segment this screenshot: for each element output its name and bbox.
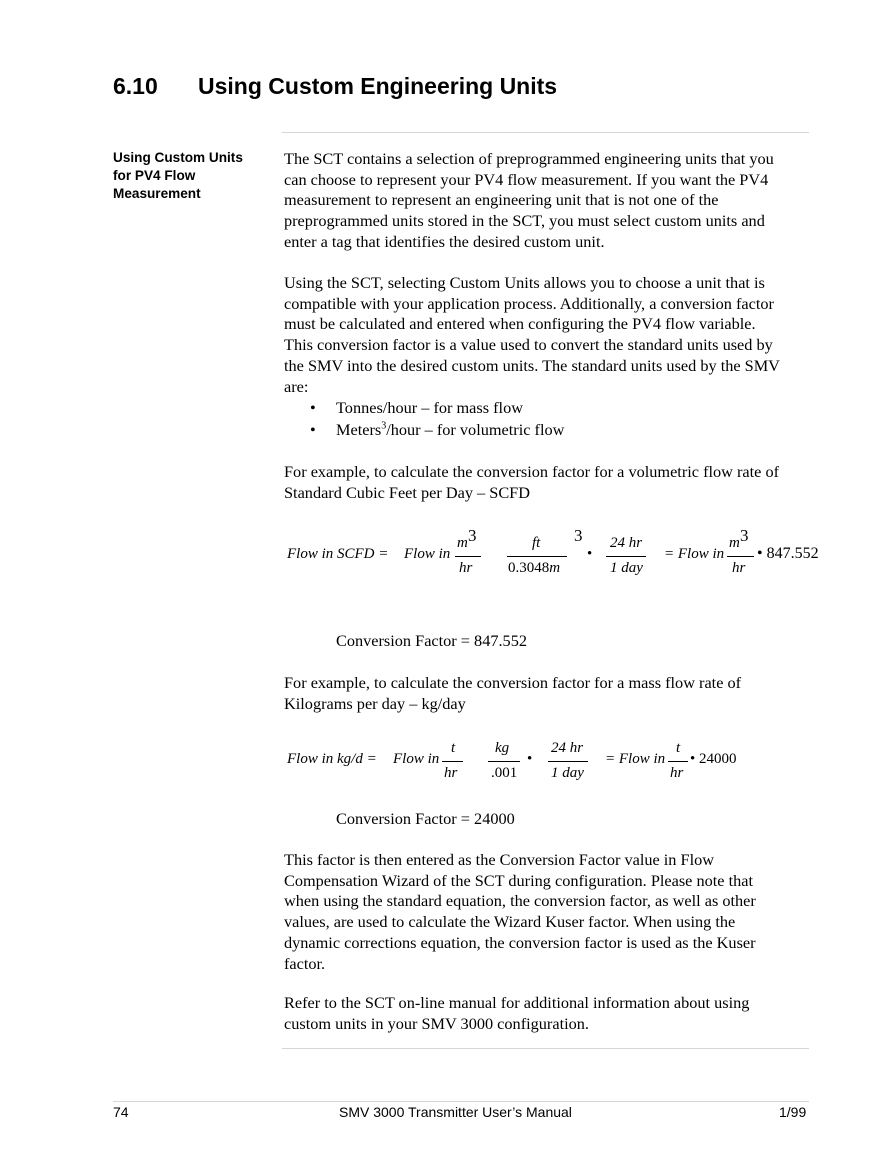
equation-term: 0.3048	[508, 560, 550, 576]
footer-rule	[113, 1101, 809, 1102]
section-number: 6.10	[113, 73, 158, 99]
equation-exponent: 3	[468, 526, 477, 545]
side-heading-line: for PV4 Flow	[113, 168, 196, 183]
equation-term: = Flow in	[605, 751, 666, 767]
equation-term: Flow in	[393, 751, 440, 767]
equation-factor: • 847.552	[757, 545, 819, 562]
text-line: This conversion factor is a value used to convert the standard units used by	[284, 335, 773, 355]
bullet-marker: •	[310, 398, 316, 417]
text-line: The SCT contains a selection of preprogrammed engineering units that you	[284, 149, 774, 168]
text-line: dynamic corrections equation, the conversion factor is used as the Kuser	[284, 932, 756, 952]
equation-term: hr	[732, 560, 746, 576]
equation-term: m	[549, 560, 561, 576]
text-line: must be calculated and entered when configuring the PV4 flow variable.	[284, 314, 756, 334]
equation-exponent: 3	[574, 526, 583, 545]
text-line: Kilograms per day – kg/day	[284, 693, 466, 713]
text-line: Using the SCT, selecting Custom Units allows you to choose a unit that is	[284, 273, 765, 292]
equation-lhs: Flow in SCFD =	[287, 546, 389, 562]
section-heading	[113, 73, 557, 100]
equation-term: = Flow in	[664, 546, 725, 562]
equation-term: 1 day	[551, 765, 584, 781]
footer-manual-title: SMV 3000 Transmitter User’s Manual	[339, 1104, 572, 1120]
equation-term: 1 day	[610, 560, 643, 576]
paragraph-example-volumetric	[284, 462, 829, 503]
text-line: are:	[284, 376, 309, 396]
paragraph-factor-entry	[284, 850, 829, 974]
fraction-bar	[548, 761, 588, 762]
equation-term	[508, 560, 560, 577]
text-line: preprogrammed units stored in the SCT, you must select custom units and	[284, 211, 765, 231]
equation-lhs: Flow in kg/d =	[287, 751, 377, 767]
equation-term: Flow in	[404, 546, 451, 562]
paragraph-example-mass	[284, 673, 829, 714]
text-line: Compensation Wizard of the SCT during configuration. Please note that	[284, 870, 753, 890]
text-line: Standard Cubic Feet per Day – SCFD	[284, 482, 530, 502]
bullet-text-part: /hour – for volumetric flow	[386, 420, 565, 439]
equation-term: hr	[444, 765, 458, 781]
equation-term: ft	[532, 535, 541, 551]
footer-date: 1/99	[779, 1104, 807, 1120]
top-divider	[282, 132, 809, 133]
equation-term: 24 hr	[551, 740, 584, 756]
text-line: enter a tag that identifies the desired custom unit.	[284, 231, 605, 251]
equation-term: 24 hr	[610, 535, 643, 551]
section-title: Using Custom Engineering Units	[198, 73, 558, 99]
bottom-divider	[282, 1048, 809, 1049]
equation-exponent: 3	[740, 526, 749, 545]
fraction-bar	[606, 556, 646, 557]
text-line: values, are used to calculate the Wizard Kuser factor. When using the	[284, 912, 736, 932]
bullet-marker: •	[310, 420, 316, 439]
multiply-dot: •	[527, 751, 533, 767]
side-heading-line: Using Custom Units	[113, 150, 243, 165]
conversion-factor-kgd: Conversion Factor = 24000	[336, 809, 515, 828]
multiply-dot: •	[587, 546, 593, 562]
superscript: 3	[381, 420, 387, 432]
text-line: Refer to the SCT on-line manual for additional information about using	[284, 993, 750, 1012]
equation-term: m	[457, 535, 468, 551]
paragraph-intro	[284, 149, 829, 253]
equation-term: hr	[459, 560, 473, 576]
fraction-bar	[507, 556, 567, 557]
text-line: For example, to calculate the conversion factor for a volumetric flow rate of	[284, 462, 780, 481]
equation-term: hr	[670, 765, 684, 781]
equation-term: kg	[495, 740, 510, 756]
side-heading	[113, 149, 263, 203]
fraction-bar	[442, 761, 463, 762]
bullet-mass-flow: Tonnes/hour – for mass flow	[336, 398, 523, 417]
footer-page-number: 74	[113, 1104, 129, 1120]
fraction-bar	[668, 761, 688, 762]
equation-term: t	[676, 740, 681, 756]
fraction-bar	[488, 761, 520, 762]
equation-term: .001	[491, 765, 518, 781]
bullet-volumetric-flow	[336, 420, 564, 440]
text-line: factor.	[284, 953, 326, 973]
text-line: custom units in your SMV 3000 configuration.	[284, 1013, 589, 1033]
text-line: when using the standard equation, the conversion factor, as well as other	[284, 891, 756, 911]
conversion-factor-scfd: Conversion Factor = 847.552	[336, 631, 527, 650]
side-heading-line: Measurement	[113, 186, 201, 201]
text-line: measurement to represent an engineering unit that is not one of the	[284, 190, 719, 210]
text-line: compatible with your application process. Additionally, a conversion factor	[284, 293, 774, 313]
text-line: the SMV into the desired custom units. The standard units used by the SMV	[284, 355, 780, 375]
bullet-text-part: Meters	[336, 420, 382, 439]
fraction-bar	[455, 556, 481, 557]
text-line: can choose to represent your PV4 flow measurement. If you want the PV4	[284, 169, 769, 189]
paragraph-custom-units	[284, 273, 829, 397]
equation-term: t	[451, 740, 456, 756]
fraction-bar	[727, 556, 754, 557]
text-line: This factor is then entered as the Conversion Factor value in Flow	[284, 850, 714, 869]
equation-factor: • 24000	[690, 751, 737, 767]
text-line: For example, to calculate the conversion factor for a mass flow rate of	[284, 673, 742, 692]
equation-term: m	[729, 535, 740, 551]
paragraph-refer	[284, 993, 829, 1034]
